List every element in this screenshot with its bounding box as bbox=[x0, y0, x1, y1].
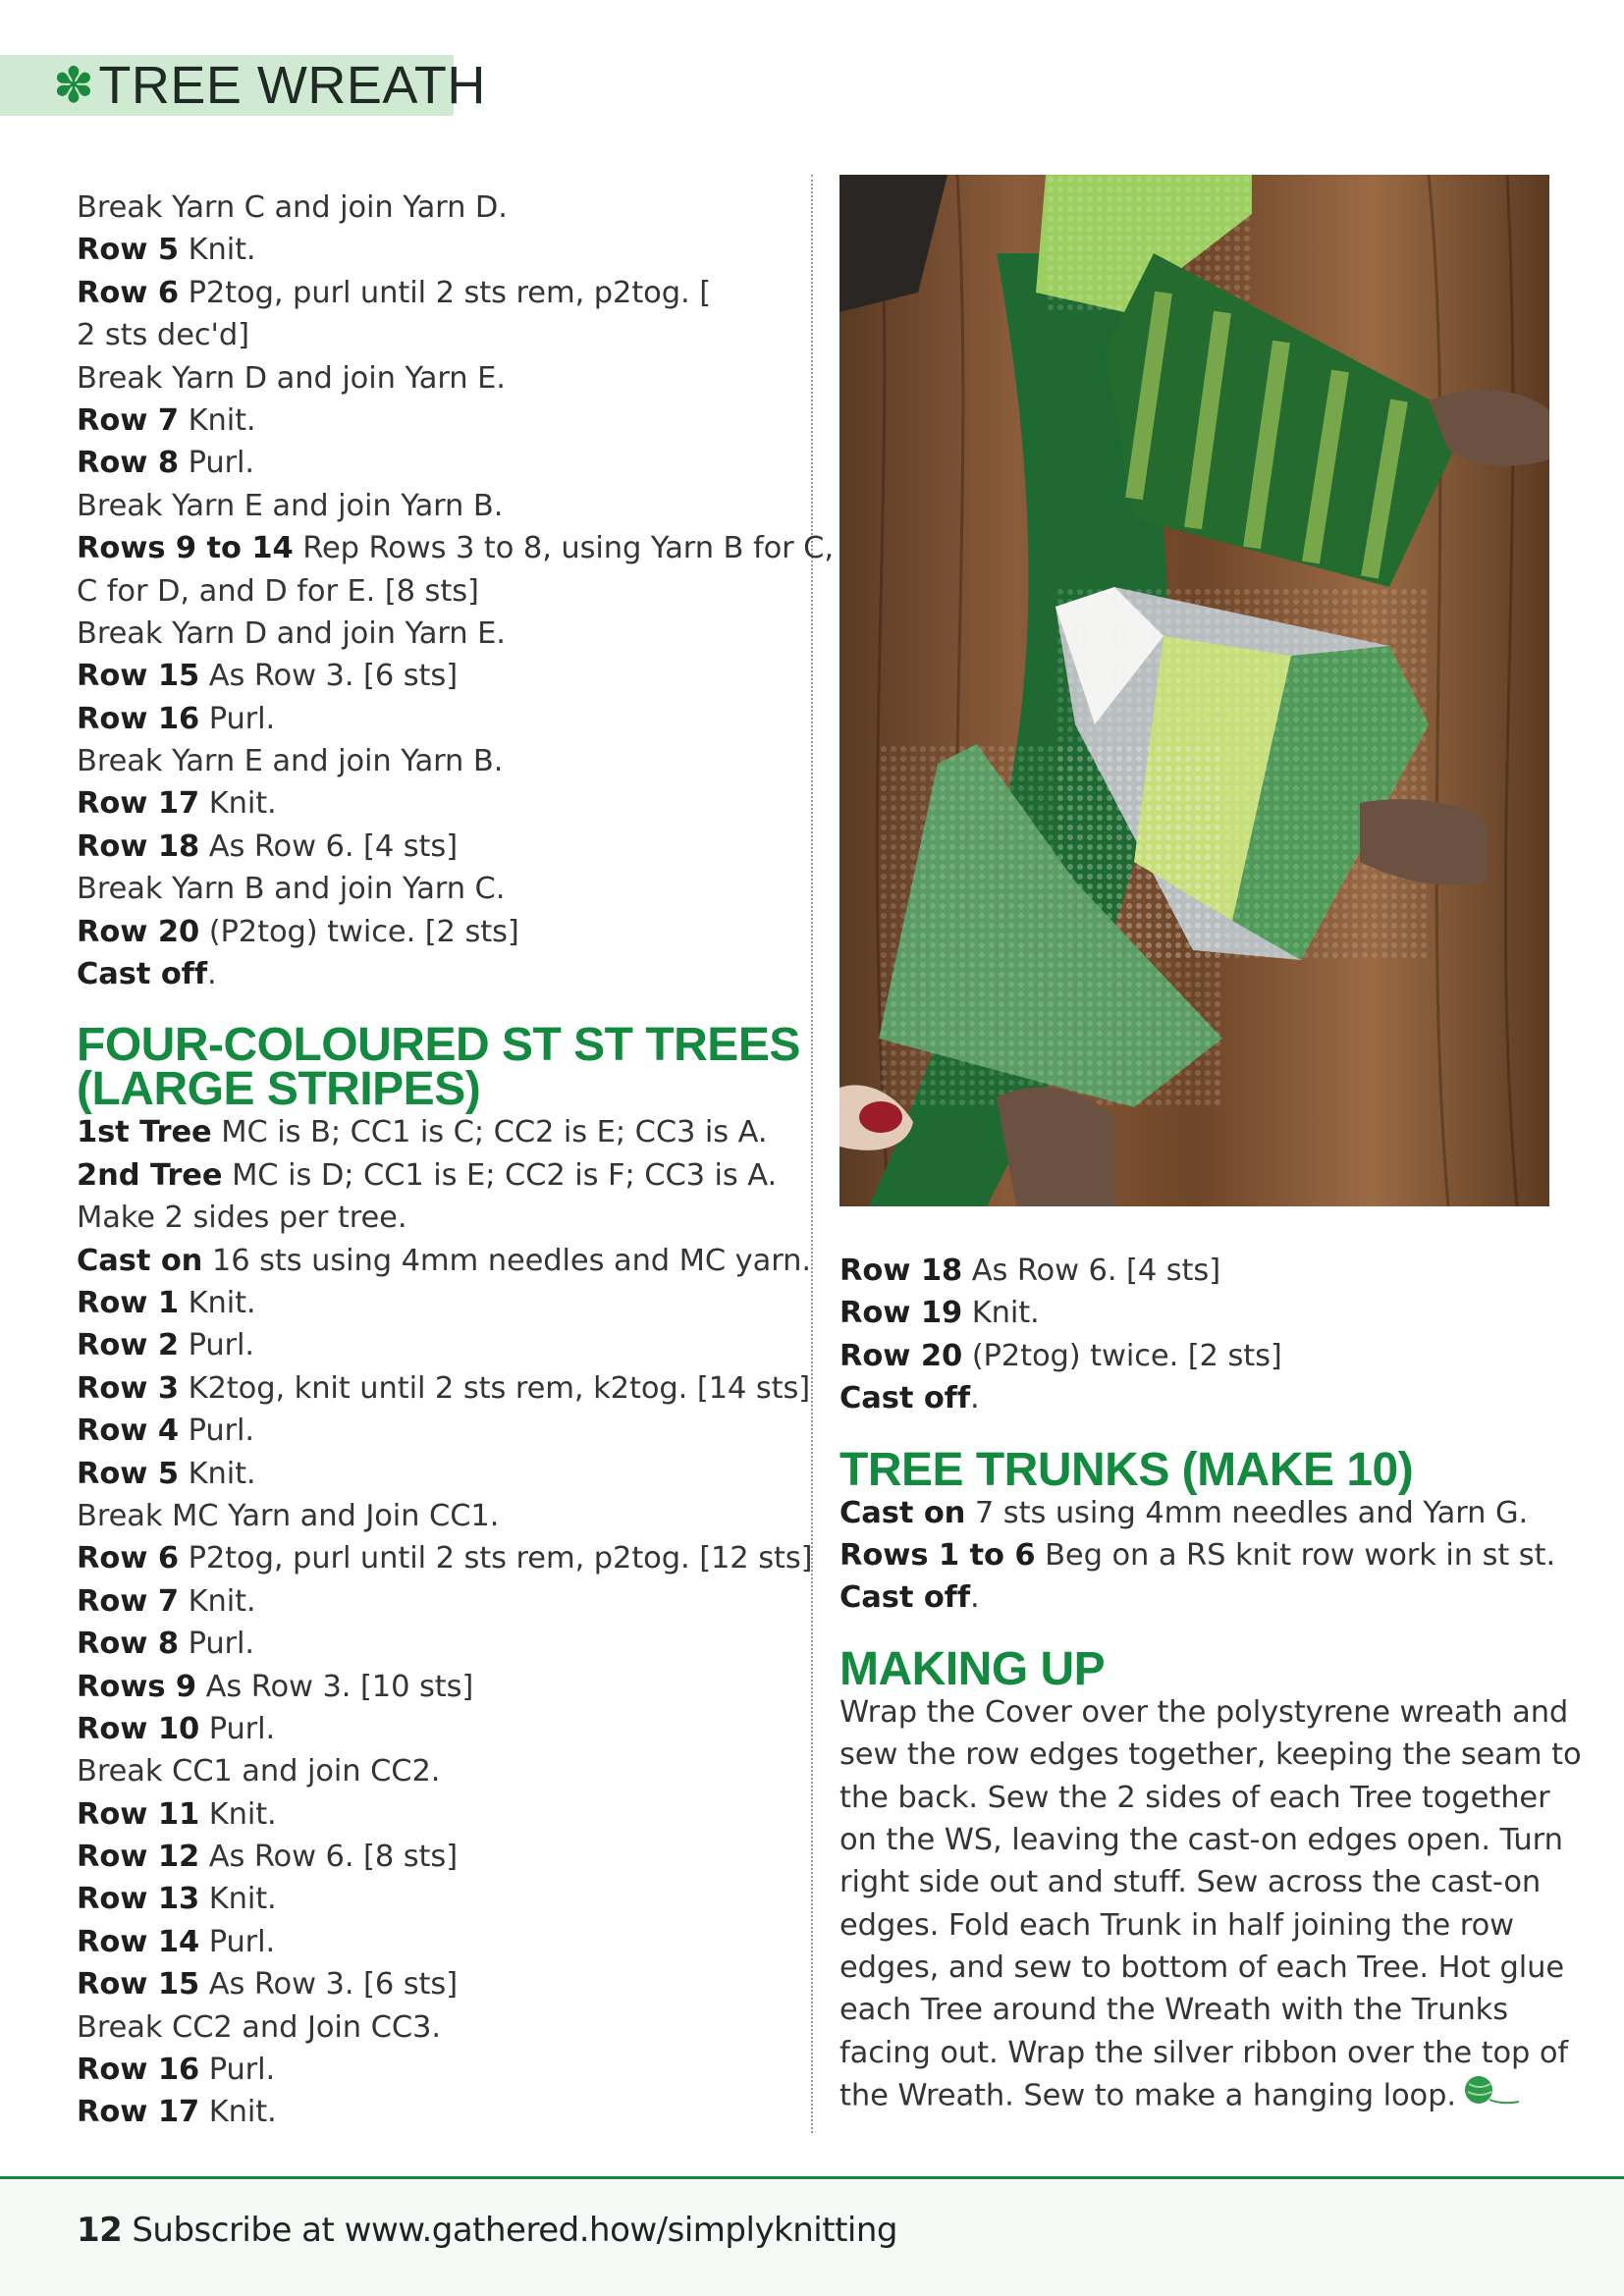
instruction-line bbox=[839, 1250, 1551, 1292]
making-up-line bbox=[839, 1861, 1551, 1903]
instruction-line bbox=[77, 911, 803, 953]
row-text: Beg on a RS knit row work in st st. bbox=[1035, 1537, 1556, 1573]
instruction-line bbox=[77, 485, 803, 527]
flower-icon: ✽ bbox=[53, 58, 95, 113]
heading-line: FOUR-COLOURED ST ST TREES bbox=[77, 1019, 800, 1072]
row-text: Knit. bbox=[178, 1456, 256, 1491]
making-up-text-line: edges, and sew to bottom of each Tree. Hot glue bbox=[839, 1950, 1564, 1986]
row-text: MC is D; CC1 is E; CC2 is F; CC3 is A. bbox=[222, 1157, 778, 1193]
instruction-line bbox=[77, 1623, 803, 1665]
instruction-line bbox=[77, 613, 803, 655]
row-text: Break Yarn E and join Yarn B. bbox=[77, 744, 504, 779]
instruction-line bbox=[77, 442, 803, 484]
row-text: Break Yarn B and join Yarn C. bbox=[77, 872, 506, 907]
row-text: Make 2 sides per tree. bbox=[77, 1201, 407, 1236]
making-up-text-line: on the WS, leaving the cast-on edges open. Turn bbox=[839, 1822, 1563, 1857]
instruction-line bbox=[77, 1921, 803, 1963]
row-text: . bbox=[970, 1580, 980, 1616]
row-text: Break Yarn C and join Yarn D. bbox=[77, 190, 508, 225]
row-text: Purl. bbox=[178, 1627, 254, 1662]
row-text: C for D, and D for E. [8 sts] bbox=[77, 573, 479, 609]
instruction-line bbox=[77, 1793, 803, 1836]
making-up-text-line: the Wreath. Sew to make a hanging loop. bbox=[839, 2078, 1456, 2113]
making-up-text bbox=[839, 1691, 1582, 2117]
making-up-text-line: sew the row edges together, keeping the seam to bbox=[839, 1737, 1582, 1773]
row-text: Break CC2 and Join CC3. bbox=[77, 2009, 441, 2045]
row-text: Purl. bbox=[178, 446, 254, 481]
instructions-block-1 bbox=[77, 187, 834, 995]
row-label: Rows 1 to 6 bbox=[839, 1537, 1036, 1573]
instructions-block-2 bbox=[77, 1111, 813, 2133]
row-text: As Row 6. [4 sts] bbox=[962, 1254, 1220, 1288]
left-column bbox=[77, 187, 834, 2134]
making-up-text-line: the back. Sew the 2 sides of each Tree together bbox=[839, 1780, 1550, 1815]
row-text: As Row 3. [6 sts] bbox=[199, 659, 458, 694]
row-text: As Row 6. [4 sts] bbox=[199, 828, 458, 864]
row-text: Break MC Yarn and Join CC1. bbox=[77, 1498, 500, 1533]
row-label: Row 20 bbox=[839, 1338, 963, 1373]
making-up-text-line: right side out and stuff. Sew across the cast-on bbox=[839, 1865, 1542, 1900]
row-text: Knit. bbox=[178, 402, 256, 438]
row-label: Rows 9 to 14 bbox=[77, 531, 294, 566]
footer bbox=[77, 2211, 897, 2250]
row-text: . bbox=[970, 1381, 980, 1416]
row-label: Row 17 bbox=[77, 786, 200, 822]
instruction-line bbox=[77, 1197, 803, 1239]
making-up-line bbox=[839, 1691, 1569, 1734]
row-text: Knit. bbox=[199, 1796, 277, 1832]
instruction-line bbox=[77, 527, 834, 569]
row-label: Row 18 bbox=[77, 828, 200, 864]
row-text: Purl. bbox=[199, 701, 276, 736]
row-label: Row 10 bbox=[77, 1711, 200, 1746]
instruction-line bbox=[839, 1292, 1551, 1334]
subscribe-link[interactable]: Subscribe at www.gathered.how/simplyknitting bbox=[132, 2211, 897, 2250]
section-title bbox=[53, 55, 486, 116]
row-label: Row 4 bbox=[77, 1414, 179, 1449]
row-label: Row 16 bbox=[77, 2053, 200, 2088]
instruction-line bbox=[77, 1963, 803, 2005]
instruction-line bbox=[77, 570, 803, 613]
heading-four-coloured-trees bbox=[77, 1019, 803, 1116]
making-up-text-line: facing out. Wrap the silver ribbon over the top of bbox=[839, 2035, 1569, 2070]
instruction-line bbox=[77, 1154, 803, 1197]
heading-tree-trunks: TREE TRUNKS (MAKE 10) bbox=[839, 1443, 1414, 1496]
instruction-line bbox=[77, 868, 803, 910]
row-text: Knit. bbox=[199, 1882, 277, 1917]
row-text: Purl. bbox=[199, 1924, 276, 1959]
column-divider bbox=[811, 175, 813, 2133]
row-label: Row 2 bbox=[77, 1328, 179, 1363]
row-text: K2tog, knit until 2 sts rem, k2tog. [14 sts] bbox=[178, 1370, 811, 1406]
row-label: Row 8 bbox=[77, 1627, 179, 1662]
instruction-line bbox=[77, 655, 803, 697]
row-text: Knit. bbox=[199, 2095, 277, 2130]
row-label: Row 6 bbox=[77, 275, 179, 310]
row-text: Purl. bbox=[178, 1328, 254, 1363]
heading-line: (LARGE STRIPES) bbox=[77, 1063, 481, 1116]
row-text: As Row 6. [8 sts] bbox=[199, 1840, 458, 1875]
row-text: Break Yarn E and join Yarn B. bbox=[77, 488, 504, 523]
row-label: Rows 9 bbox=[77, 1669, 197, 1704]
instruction-line bbox=[839, 1335, 1551, 1377]
instruction-line bbox=[77, 782, 803, 825]
row-label: Row 15 bbox=[77, 1967, 200, 2002]
page-number: 12 bbox=[77, 2211, 123, 2250]
row-text: Break Yarn D and join Yarn E. bbox=[77, 360, 506, 396]
making-up-text-line: each Tree around the Wreath with the Trunks bbox=[839, 1993, 1509, 2028]
section-title-text: TREE WREATH bbox=[98, 56, 486, 115]
instruction-line bbox=[77, 1836, 803, 1878]
instruction-line bbox=[77, 2049, 803, 2091]
making-up-line bbox=[839, 2074, 1551, 2116]
making-up-line bbox=[839, 1777, 1551, 1819]
making-up-text-line: edges. Fold each Trunk in half joining the row bbox=[839, 1907, 1514, 1943]
row-text: Break Yarn D and join Yarn E. bbox=[77, 615, 506, 651]
instruction-line bbox=[77, 187, 803, 229]
row-label: Cast on bbox=[839, 1495, 966, 1530]
instruction-line bbox=[77, 1453, 803, 1495]
instruction-line bbox=[77, 1666, 803, 1708]
row-label: Row 16 bbox=[77, 701, 200, 736]
instruction-line bbox=[77, 1410, 803, 1452]
row-text: Purl. bbox=[199, 2053, 276, 2088]
instruction-line bbox=[77, 2091, 803, 2133]
right-column bbox=[839, 1250, 1582, 2117]
row-text: Rep Rows 3 to 8, using Yarn B for C, bbox=[293, 531, 834, 566]
making-up-text-line: Wrap the Cover over the polystyrene wreath and bbox=[839, 1694, 1569, 1730]
row-text: Purl. bbox=[199, 1711, 276, 1746]
instruction-line bbox=[77, 1750, 803, 1792]
row-label: 1st Tree bbox=[77, 1115, 212, 1150]
row-text: Purl. bbox=[178, 1414, 254, 1449]
instruction-line bbox=[77, 314, 803, 356]
instruction-line bbox=[77, 1240, 811, 1282]
instruction-line bbox=[839, 1377, 1551, 1419]
yarn-ball-icon bbox=[1464, 2074, 1519, 2119]
knitted-trees-photo bbox=[839, 175, 1549, 1206]
row-text: Knit. bbox=[199, 786, 277, 822]
row-label: Row 20 bbox=[77, 914, 200, 949]
instruction-line bbox=[77, 357, 803, 400]
row-label: Row 11 bbox=[77, 1796, 200, 1832]
making-up-line bbox=[839, 1989, 1551, 2031]
instruction-line bbox=[77, 272, 803, 314]
instruction-line bbox=[77, 229, 803, 271]
making-up-line bbox=[839, 1734, 1582, 1776]
row-label: Cast off bbox=[839, 1381, 971, 1416]
instruction-line bbox=[77, 1495, 803, 1537]
instruction-line bbox=[839, 1534, 1556, 1576]
instruction-line bbox=[77, 1878, 803, 1920]
row-label: Cast off bbox=[77, 957, 208, 992]
row-label: Row 8 bbox=[77, 446, 179, 481]
row-text: P2tog, purl until 2 sts rem, p2tog. [ bbox=[178, 275, 711, 310]
row-label: Row 7 bbox=[77, 1583, 179, 1619]
instruction-line bbox=[77, 2006, 803, 2049]
instruction-line bbox=[77, 1111, 803, 1153]
row-label: Row 5 bbox=[77, 1456, 179, 1491]
instruction-line bbox=[839, 1492, 1551, 1534]
row-label: Row 19 bbox=[839, 1296, 963, 1331]
instructions-block-4 bbox=[839, 1492, 1556, 1620]
row-label: Row 14 bbox=[77, 1924, 200, 1959]
row-text: 16 sts using 4mm needles and MC yarn. bbox=[202, 1243, 811, 1278]
making-up-line bbox=[839, 1904, 1551, 1947]
making-up-line bbox=[839, 1947, 1564, 1989]
instructions-block-3 bbox=[839, 1250, 1551, 1420]
row-text: Knit. bbox=[962, 1296, 1040, 1331]
row-label: Row 3 bbox=[77, 1370, 179, 1406]
heading-making-up: MAKING UP bbox=[839, 1642, 1106, 1695]
row-label: Row 17 bbox=[77, 2095, 200, 2130]
row-text: As Row 3. [10 sts] bbox=[196, 1669, 474, 1704]
row-label: Row 15 bbox=[77, 659, 200, 694]
row-text: Knit. bbox=[178, 233, 256, 268]
instruction-line bbox=[77, 1580, 803, 1623]
row-text: MC is B; CC1 is C; CC2 is E; CC3 is A. bbox=[211, 1115, 768, 1150]
row-label: Row 1 bbox=[77, 1285, 179, 1320]
row-text: . bbox=[207, 957, 217, 992]
row-text: Knit. bbox=[178, 1583, 256, 1619]
instruction-line bbox=[77, 953, 803, 995]
row-text: Knit. bbox=[178, 1285, 256, 1320]
row-text: Break CC1 and join CC2. bbox=[77, 1754, 441, 1789]
instruction-line bbox=[77, 1537, 813, 1579]
row-label: Cast off bbox=[839, 1580, 971, 1616]
row-label: Cast on bbox=[77, 1243, 203, 1278]
instruction-line bbox=[77, 740, 803, 782]
instruction-line bbox=[77, 1367, 811, 1410]
row-label: Row 7 bbox=[77, 402, 179, 438]
instruction-line bbox=[839, 1576, 1551, 1619]
row-text: P2tog, purl until 2 sts rem, p2tog. [12 sts] bbox=[178, 1541, 813, 1576]
making-up-line bbox=[839, 2032, 1569, 2074]
row-label: Row 12 bbox=[77, 1840, 200, 1875]
row-label: Row 6 bbox=[77, 1541, 179, 1576]
row-text: As Row 3. [6 sts] bbox=[199, 1967, 458, 2002]
row-label: Row 5 bbox=[77, 233, 179, 268]
row-text: 2 sts dec'd] bbox=[77, 318, 249, 353]
row-text: (P2tog) twice. [2 sts] bbox=[962, 1338, 1282, 1373]
row-text: (P2tog) twice. [2 sts] bbox=[199, 914, 519, 949]
instruction-line bbox=[77, 1282, 803, 1324]
instruction-line bbox=[77, 826, 803, 868]
instruction-line bbox=[77, 400, 803, 442]
instruction-line bbox=[77, 698, 803, 740]
row-text: 7 sts using 4mm needles and Yarn G. bbox=[965, 1495, 1529, 1530]
making-up-line bbox=[839, 1819, 1563, 1861]
instruction-line bbox=[77, 1708, 803, 1750]
instruction-line bbox=[77, 1324, 803, 1366]
row-label: Row 13 bbox=[77, 1882, 200, 1917]
row-label: Row 18 bbox=[839, 1254, 963, 1288]
row-label: 2nd Tree bbox=[77, 1157, 223, 1193]
